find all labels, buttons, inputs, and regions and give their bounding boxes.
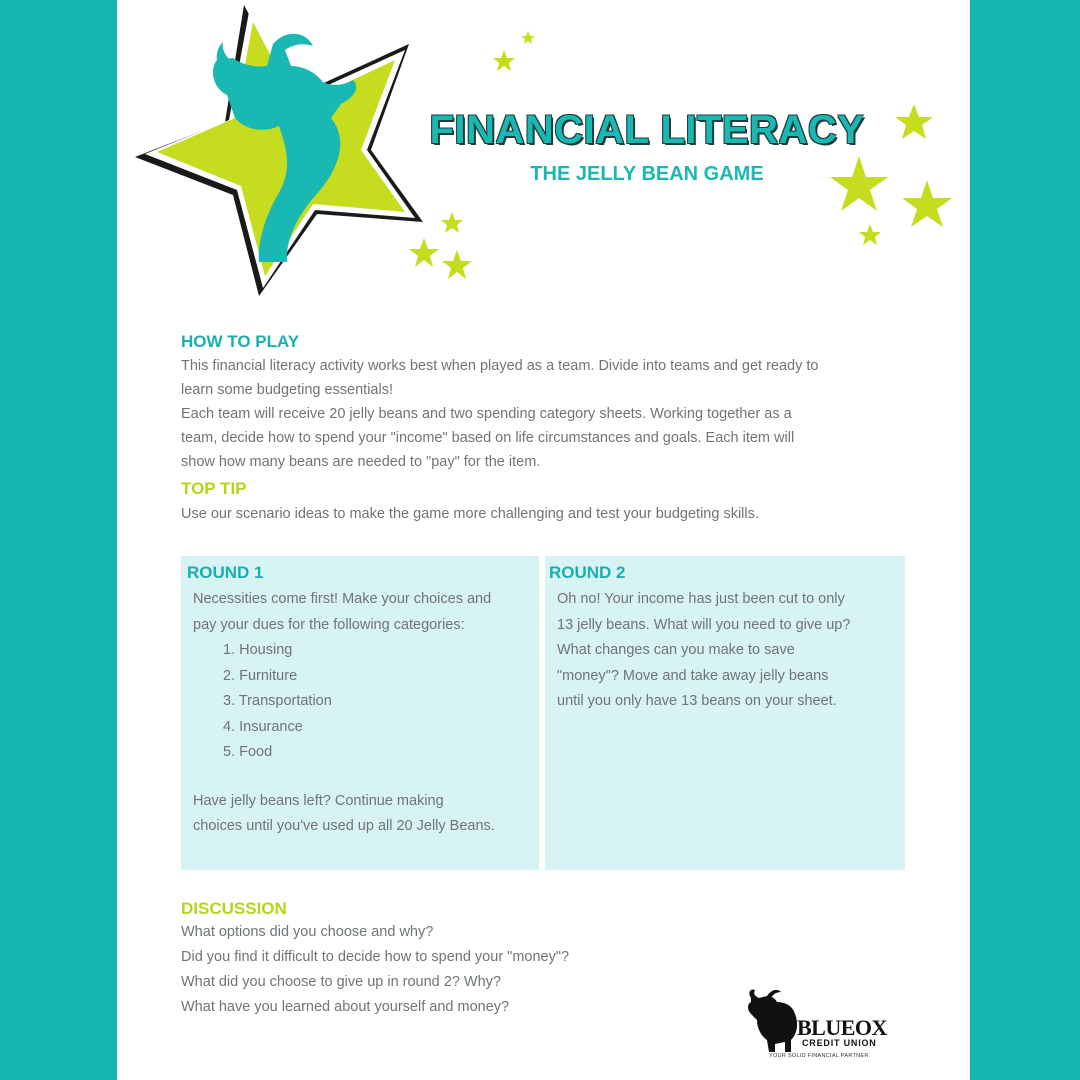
decorative-stars	[409, 31, 952, 279]
round-2-heading: ROUND 2	[549, 563, 626, 582]
logo-wordmark: BLUEOX	[797, 1015, 887, 1040]
round-1-intro: Necessities come first! Make your choices and	[193, 591, 492, 607]
round-2-box	[545, 556, 905, 870]
page-subtitle: THE JELLY BEAN GAME	[530, 163, 764, 185]
list-item: 4. Insurance	[223, 718, 303, 735]
round-1-box	[181, 556, 539, 870]
how-to-play-line: Each team will receive 20 jelly beans and two spending category sheets. Working together as a	[181, 406, 792, 422]
top-tip-text: Use our scenario ideas to make the game more challenging and test your budgeting skills.	[181, 506, 759, 522]
top-tip-heading: TOP TIP	[181, 479, 247, 498]
round-1-heading: ROUND 1	[187, 563, 264, 582]
round-2-line: 13 jelly beans. What will you need to give up?	[557, 616, 851, 633]
logo-tagline: YOUR SOLID FINANCIAL PARTNER	[769, 1053, 869, 1059]
discussion-heading: DISCUSSION	[181, 899, 287, 918]
list-item: 5. Food	[223, 744, 273, 760]
round-1-outro: choices until you've used up all 20 Jelly Beans.	[193, 818, 495, 834]
how-to-play-line: team, decide how to spend your "income" based on life circumstances and goals. Each item will	[181, 430, 795, 446]
list-item: 3. Transportation	[223, 693, 332, 709]
round-1-outro: Have jelly beans left? Continue making	[193, 792, 444, 809]
how-to-play-section	[181, 332, 911, 474]
worksheet-page	[117, 0, 970, 1080]
how-to-play-line: This financial literacy activity works best when played as a team. Divide into teams and get ready to	[181, 358, 819, 374]
list-item: 2. Furniture	[223, 667, 298, 684]
discussion-question: What did you choose to give up in round 2? Why?	[181, 974, 501, 990]
top-tip-section	[181, 479, 911, 526]
blueox-logo	[745, 984, 905, 1064]
how-to-play-line: show how many beans are needed to "pay" for the item.	[181, 454, 541, 470]
rounds-panel	[181, 556, 905, 870]
round-1-intro: pay your dues for the following categories:	[193, 616, 465, 633]
list-item: 1. Housing	[223, 642, 293, 658]
discussion-question: What options did you choose and why?	[181, 924, 434, 940]
round-2-line: until you only have 13 beans on your sheet.	[557, 693, 837, 709]
discussion-question: What have you learned about yourself and money?	[181, 999, 510, 1015]
category-list	[193, 638, 533, 766]
bull-logo-icon	[745, 988, 801, 1054]
page-title: FINANCIAL LITERACY	[429, 108, 865, 152]
round-2-line: What changes can you make to save	[557, 642, 795, 658]
round-2-line: Oh no! Your income has just been cut to only	[557, 591, 845, 607]
round-2-text	[557, 587, 897, 715]
round-2-line: "money"? Move and take away jelly beans	[557, 667, 829, 684]
header-artwork	[117, 0, 970, 310]
how-to-play-heading: HOW TO PLAY	[181, 332, 300, 351]
round-1-text	[193, 587, 533, 840]
star-bull-illustration	[135, 5, 423, 296]
how-to-play-line: learn some budgeting essentials!	[181, 382, 393, 398]
discussion-question: Did you find it difficult to decide how to spend your "money"?	[181, 949, 570, 965]
logo-subtitle: CREDIT UNION	[802, 1038, 877, 1048]
how-to-play-text	[181, 354, 911, 474]
